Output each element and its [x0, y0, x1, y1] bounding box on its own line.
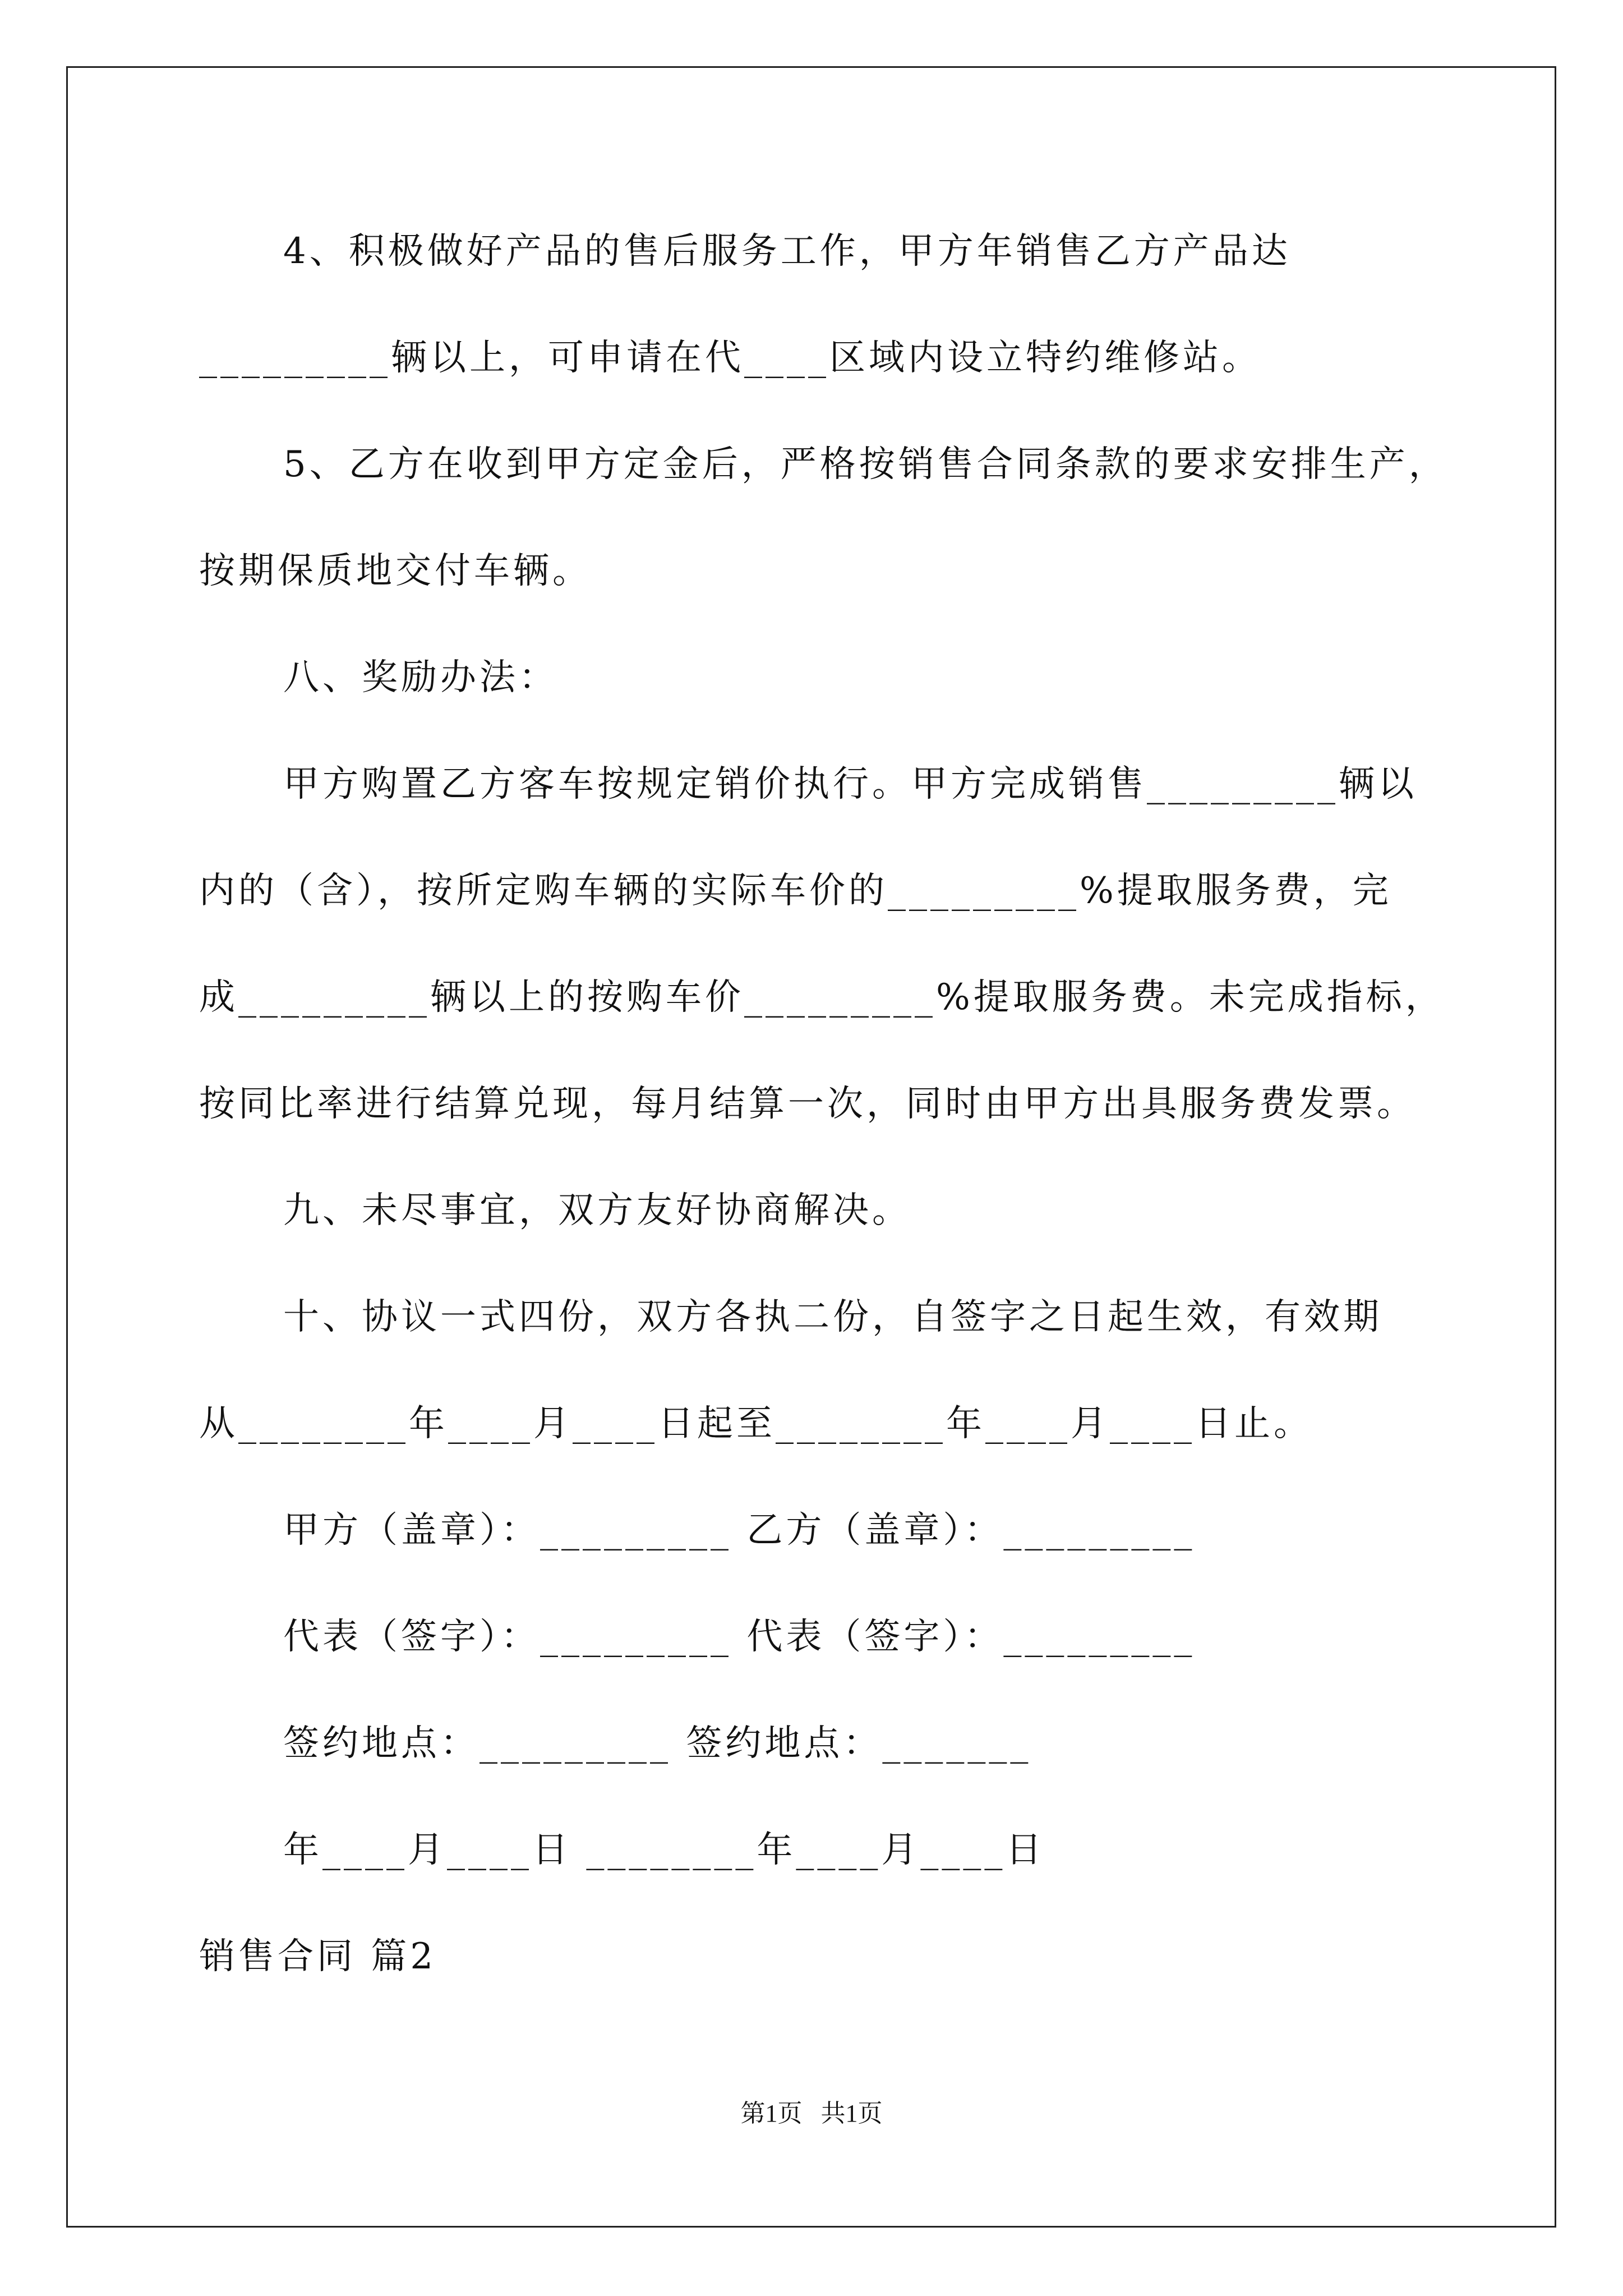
section-9-text: 九、未尽事宜，双方友好协商解决。 [283, 1190, 911, 1231]
page-border [66, 66, 1556, 2228]
page-number-footer: 第1页 共1页 [740, 2100, 883, 2127]
signing-location-line: 签约地点：_________ 签约地点：_______ [283, 1723, 1032, 1764]
representative-signature-line: 代表（签字）：_________ 代表（签字）：_________ [283, 1616, 1196, 1658]
clause-4-line-2: _________辆以上，可申请在代____区域内设立特约维修站。 [199, 337, 1261, 379]
signing-date-line: 年____月____日 ________年____月____日 [283, 1829, 1045, 1871]
clause-5-line-2: 按期保质地交付车辆。 [199, 550, 592, 592]
party-seal-line: 甲方（盖章）：_________ 乙方（盖章）：_________ [283, 1510, 1196, 1551]
section-8-line-3: 成_________辆以上的按购车价_________%提取服务费。未完成指标， [199, 977, 1445, 1018]
section-8-line-2: 内的（含），按所定购车辆的实际车价的_________%提取服务费，完 [199, 870, 1392, 912]
section-8-heading: 八、奖励办法： [283, 657, 558, 698]
section-8-line-4: 按同比率进行结算兑现，每月结算一次，同时由甲方出具服务费发票。 [199, 1083, 1416, 1125]
section-8-line-1: 甲方购置乙方客车按规定销价执行。甲方完成销售_________辆以 [283, 763, 1417, 805]
section-10-line-2: 从________年____月____日起至________年____月____日止。 [199, 1403, 1313, 1444]
clause-5-line-1: 5、乙方在收到甲方定金后，严格按销售合同条款的要求安排生产， [283, 444, 1448, 485]
clause-4-line-1: 4、积极做好产品的售后服务工作，甲方年销售乙方产品达 [283, 231, 1291, 272]
next-section-heading: 销售合同 篇2 [199, 1936, 437, 1977]
section-10-line-1: 十、协议一式四份，双方各执二份，自签字之日起生效，有效期 [283, 1296, 1382, 1338]
